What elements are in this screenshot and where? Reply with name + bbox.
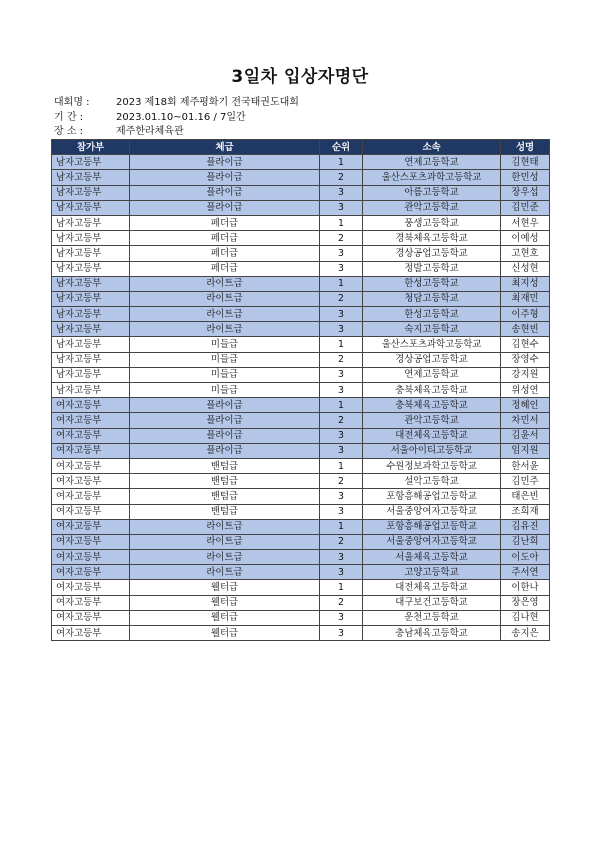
cell-rank: 3 — [320, 565, 363, 580]
cell-weight-class: 라이트급 — [130, 322, 320, 337]
table-row — [52, 458, 550, 473]
table-row — [52, 595, 550, 610]
cell-division: 여자고등부 — [52, 595, 130, 610]
table-row — [52, 307, 550, 322]
cell-division: 여자고등부 — [52, 565, 130, 580]
cell-rank: 3 — [320, 246, 363, 261]
cell-name: 강지원 — [501, 367, 550, 382]
cell-rank: 1 — [320, 519, 363, 534]
cell-weight-class: 플라이급 — [130, 443, 320, 458]
table-row — [52, 337, 550, 352]
table-header-row — [52, 140, 550, 155]
cell-team: 연제고등학교 — [363, 155, 501, 170]
event-period-label: 기 간 : — [54, 111, 84, 123]
event-venue-label: 장 소 : — [54, 126, 84, 137]
table-row — [52, 322, 550, 337]
cell-rank: 1 — [320, 337, 363, 352]
table-row — [52, 352, 550, 367]
table-row — [52, 489, 550, 504]
cell-division: 남자고등부 — [52, 352, 130, 367]
event-info — [54, 96, 299, 140]
cell-weight-class: 밴텀급 — [130, 489, 320, 504]
cell-weight-class: 페더급 — [130, 246, 320, 261]
cell-rank: 2 — [320, 170, 363, 185]
table-row — [52, 474, 550, 489]
cell-rank: 3 — [320, 261, 363, 276]
table-row — [52, 170, 550, 185]
table-body — [52, 155, 550, 641]
cell-team: 경북체육고등학교 — [363, 231, 501, 246]
table-row — [52, 580, 550, 595]
table-row — [52, 626, 550, 641]
table-row — [52, 185, 550, 200]
winners-table — [51, 139, 550, 641]
cell-name: 송현빈 — [501, 322, 550, 337]
cell-weight-class: 플라이급 — [130, 428, 320, 443]
cell-rank: 3 — [320, 200, 363, 215]
cell-weight-class: 미들급 — [130, 367, 320, 382]
cell-division: 남자고등부 — [52, 291, 130, 306]
table-row — [52, 550, 550, 565]
cell-division: 남자고등부 — [52, 307, 130, 322]
cell-name: 서현우 — [501, 215, 550, 230]
cell-name: 최재민 — [501, 291, 550, 306]
cell-team: 설악고등학교 — [363, 474, 501, 489]
cell-team: 풍생고등학교 — [363, 215, 501, 230]
cell-rank: 3 — [320, 610, 363, 625]
event-info-row — [54, 125, 299, 140]
cell-name: 최지성 — [501, 276, 550, 291]
cell-name: 이도아 — [501, 550, 550, 565]
cell-division: 남자고등부 — [52, 231, 130, 246]
cell-team: 서울체육고등학교 — [363, 550, 501, 565]
cell-team: 한성고등학교 — [363, 276, 501, 291]
table-row — [52, 383, 550, 398]
cell-rank: 3 — [320, 489, 363, 504]
cell-name: 김나현 — [501, 610, 550, 625]
cell-weight-class: 라이트급 — [130, 276, 320, 291]
header-division: 참가부 — [52, 140, 130, 155]
cell-division: 여자고등부 — [52, 474, 130, 489]
cell-rank: 1 — [320, 276, 363, 291]
cell-name: 장우섭 — [501, 185, 550, 200]
cell-name: 주서연 — [501, 565, 550, 580]
cell-team: 관악고등학교 — [363, 413, 501, 428]
cell-rank: 2 — [320, 595, 363, 610]
cell-division: 여자고등부 — [52, 504, 130, 519]
cell-division: 남자고등부 — [52, 155, 130, 170]
event-name-label: 대회명 : — [54, 97, 90, 108]
cell-team: 포항흥해공업고등학교 — [363, 489, 501, 504]
cell-team: 연제고등학교 — [363, 367, 501, 382]
table-row — [52, 367, 550, 382]
cell-name: 김유진 — [501, 519, 550, 534]
cell-weight-class: 플라이급 — [130, 200, 320, 215]
cell-weight-class: 플라이급 — [130, 398, 320, 413]
cell-rank: 1 — [320, 398, 363, 413]
cell-division: 여자고등부 — [52, 458, 130, 473]
cell-division: 남자고등부 — [52, 367, 130, 382]
cell-weight-class: 미들급 — [130, 383, 320, 398]
cell-rank: 2 — [320, 474, 363, 489]
table-row — [52, 291, 550, 306]
cell-weight-class: 라이트급 — [130, 291, 320, 306]
cell-name: 정혜인 — [501, 398, 550, 413]
cell-team: 서울중앙여자고등학교 — [363, 534, 501, 549]
cell-weight-class: 라이트급 — [130, 534, 320, 549]
cell-weight-class: 페더급 — [130, 215, 320, 230]
cell-name: 장영수 — [501, 352, 550, 367]
cell-name: 신성현 — [501, 261, 550, 276]
cell-team: 경상공업고등학교 — [363, 246, 501, 261]
cell-name: 한서윤 — [501, 458, 550, 473]
cell-weight-class: 웰터급 — [130, 580, 320, 595]
cell-team: 충북체육고등학교 — [363, 398, 501, 413]
cell-rank: 1 — [320, 155, 363, 170]
cell-weight-class: 밴텀급 — [130, 474, 320, 489]
cell-name: 김난희 — [501, 534, 550, 549]
cell-team: 고양고등학교 — [363, 565, 501, 580]
cell-name: 이주형 — [501, 307, 550, 322]
cell-rank: 2 — [320, 291, 363, 306]
cell-team: 울산스포츠과학고등학교 — [363, 170, 501, 185]
cell-team: 경상공업고등학교 — [363, 352, 501, 367]
cell-weight-class: 플라이급 — [130, 185, 320, 200]
cell-weight-class: 웰터급 — [130, 595, 320, 610]
cell-rank: 2 — [320, 352, 363, 367]
cell-weight-class: 라이트급 — [130, 519, 320, 534]
cell-division: 여자고등부 — [52, 443, 130, 458]
table-row — [52, 443, 550, 458]
cell-division: 여자고등부 — [52, 550, 130, 565]
cell-team: 정발고등학교 — [363, 261, 501, 276]
cell-team: 충남체육고등학교 — [363, 626, 501, 641]
cell-name: 이한나 — [501, 580, 550, 595]
cell-team: 대구보건고등학교 — [363, 595, 501, 610]
cell-division: 남자고등부 — [52, 322, 130, 337]
cell-weight-class: 페더급 — [130, 261, 320, 276]
cell-division: 여자고등부 — [52, 489, 130, 504]
page-title: 3일차 입상자명단 — [231, 67, 369, 87]
cell-division: 남자고등부 — [52, 261, 130, 276]
cell-weight-class: 페더급 — [130, 231, 320, 246]
table-row — [52, 504, 550, 519]
cell-weight-class: 플라이급 — [130, 170, 320, 185]
cell-team: 대전체육고등학교 — [363, 428, 501, 443]
table-row — [52, 413, 550, 428]
cell-division: 남자고등부 — [52, 337, 130, 352]
cell-division: 남자고등부 — [52, 276, 130, 291]
cell-weight-class: 웰터급 — [130, 626, 320, 641]
cell-name: 임지원 — [501, 443, 550, 458]
cell-weight-class: 라이트급 — [130, 565, 320, 580]
cell-team: 청담고등학교 — [363, 291, 501, 306]
table-row — [52, 610, 550, 625]
cell-name: 이예성 — [501, 231, 550, 246]
header-name: 성명 — [501, 140, 550, 155]
table-row — [52, 398, 550, 413]
header-weight-class: 체급 — [130, 140, 320, 155]
event-name-value: 2023 제18회 제주평화기 전국태권도대회 — [116, 97, 299, 108]
cell-name: 조희재 — [501, 504, 550, 519]
table-row — [52, 534, 550, 549]
cell-team: 서울아이티고등학교 — [363, 443, 501, 458]
cell-rank: 2 — [320, 413, 363, 428]
table-row — [52, 261, 550, 276]
cell-division: 여자고등부 — [52, 428, 130, 443]
cell-name: 한민성 — [501, 170, 550, 185]
cell-name: 김민준 — [501, 200, 550, 215]
cell-rank: 3 — [320, 443, 363, 458]
cell-name: 김현태 — [501, 155, 550, 170]
cell-team: 울산스포츠과학고등학교 — [363, 337, 501, 352]
header-rank: 순위 — [320, 140, 363, 155]
cell-rank: 3 — [320, 504, 363, 519]
event-info-row — [54, 96, 299, 111]
cell-rank: 3 — [320, 367, 363, 382]
cell-weight-class: 라이트급 — [130, 550, 320, 565]
cell-name: 고현호 — [501, 246, 550, 261]
cell-name: 김민주 — [501, 474, 550, 489]
cell-division: 남자고등부 — [52, 246, 130, 261]
cell-rank: 3 — [320, 185, 363, 200]
cell-name: 태은빈 — [501, 489, 550, 504]
header-team: 소속 — [363, 140, 501, 155]
cell-name: 김윤서 — [501, 428, 550, 443]
table-row — [52, 200, 550, 215]
cell-weight-class: 웰터급 — [130, 610, 320, 625]
table-row — [52, 565, 550, 580]
cell-team: 서울중앙여자고등학교 — [363, 504, 501, 519]
cell-team: 운천고등학교 — [363, 610, 501, 625]
cell-weight-class: 라이트급 — [130, 307, 320, 322]
table-row — [52, 519, 550, 534]
cell-division: 여자고등부 — [52, 519, 130, 534]
cell-rank: 3 — [320, 626, 363, 641]
table-row — [52, 231, 550, 246]
event-venue-value: 제주한라체육관 — [116, 126, 184, 137]
cell-team: 수원정보과학고등학교 — [363, 458, 501, 473]
cell-weight-class: 미들급 — [130, 337, 320, 352]
cell-division: 여자고등부 — [52, 626, 130, 641]
cell-division: 남자고등부 — [52, 170, 130, 185]
cell-rank: 2 — [320, 231, 363, 246]
cell-team: 아름고등학교 — [363, 185, 501, 200]
cell-weight-class: 플라이급 — [130, 413, 320, 428]
cell-weight-class: 밴텀급 — [130, 504, 320, 519]
table-row — [52, 276, 550, 291]
event-info-row — [54, 111, 299, 126]
cell-name: 위성연 — [501, 383, 550, 398]
cell-rank: 1 — [320, 458, 363, 473]
cell-team: 관악고등학교 — [363, 200, 501, 215]
event-period-value: 2023.01.10~01.16 / 7일간 — [116, 111, 246, 123]
cell-rank: 2 — [320, 534, 363, 549]
table-row — [52, 155, 550, 170]
cell-division: 여자고등부 — [52, 534, 130, 549]
table-row — [52, 246, 550, 261]
cell-team: 숙지고등학교 — [363, 322, 501, 337]
cell-division: 여자고등부 — [52, 413, 130, 428]
cell-rank: 3 — [320, 428, 363, 443]
cell-rank: 3 — [320, 322, 363, 337]
cell-rank: 1 — [320, 215, 363, 230]
table-row — [52, 215, 550, 230]
cell-division: 남자고등부 — [52, 215, 130, 230]
cell-rank: 3 — [320, 383, 363, 398]
cell-name: 송지은 — [501, 626, 550, 641]
cell-division: 남자고등부 — [52, 200, 130, 215]
cell-rank: 3 — [320, 307, 363, 322]
cell-division: 남자고등부 — [52, 185, 130, 200]
cell-team: 충북체육고등학교 — [363, 383, 501, 398]
cell-weight-class: 플라이급 — [130, 155, 320, 170]
cell-division: 여자고등부 — [52, 398, 130, 413]
table-row — [52, 428, 550, 443]
cell-division: 여자고등부 — [52, 610, 130, 625]
cell-rank: 1 — [320, 580, 363, 595]
cell-name: 김현수 — [501, 337, 550, 352]
cell-weight-class: 미들급 — [130, 352, 320, 367]
cell-team: 포항흥해공업고등학교 — [363, 519, 501, 534]
cell-division: 여자고등부 — [52, 580, 130, 595]
cell-division: 남자고등부 — [52, 383, 130, 398]
cell-rank: 3 — [320, 550, 363, 565]
cell-team: 한성고등학교 — [363, 307, 501, 322]
cell-weight-class: 밴텀급 — [130, 458, 320, 473]
cell-name: 장은영 — [501, 595, 550, 610]
cell-name: 차민서 — [501, 413, 550, 428]
cell-team: 대전체육고등학교 — [363, 580, 501, 595]
